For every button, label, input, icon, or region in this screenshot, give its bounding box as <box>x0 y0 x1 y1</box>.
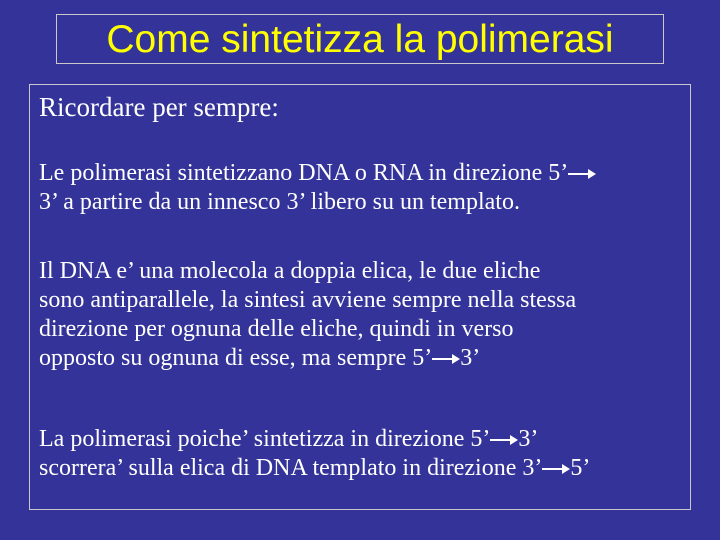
paragraph-antiparallel <box>39 257 576 373</box>
text-line: direzione per ognuna delle eliche, quindi in verso <box>39 316 514 342</box>
content-frame <box>29 84 691 510</box>
arrow-right-icon <box>568 168 596 180</box>
text-line: opposto su ognuna di esse, ma sempre 5’ 3’ <box>39 345 481 371</box>
heading: Ricordare per sempre: <box>39 92 279 122</box>
arrow-right-icon <box>542 463 570 475</box>
slide-title: Come sintetizza la polimerasi <box>106 17 614 61</box>
arrow-right-icon <box>432 353 460 365</box>
text-line: Il DNA e’ una molecola a doppia elica, le due eliche <box>39 258 541 284</box>
title-frame <box>56 14 664 64</box>
text-line: sono antiparallele, la sintesi avviene sempre nella stessa <box>39 287 577 313</box>
text-line: Le polimerasi sintetizzano DNA o RNA in direzione 5’ <box>39 159 596 188</box>
arrow-right-icon <box>490 434 518 446</box>
paragraph-template-direction <box>39 425 590 483</box>
text-line: La polimerasi poiche’ sintetizza in direzione 5’ 3’ <box>39 426 539 452</box>
text-line: 3’ a partire da un innesco 3’ libero su un templato. <box>39 189 520 215</box>
text-line: scorrera’ sulla elica di DNA templato in direzione 3’ 5’ <box>39 455 591 481</box>
paragraph-direction <box>39 159 596 217</box>
